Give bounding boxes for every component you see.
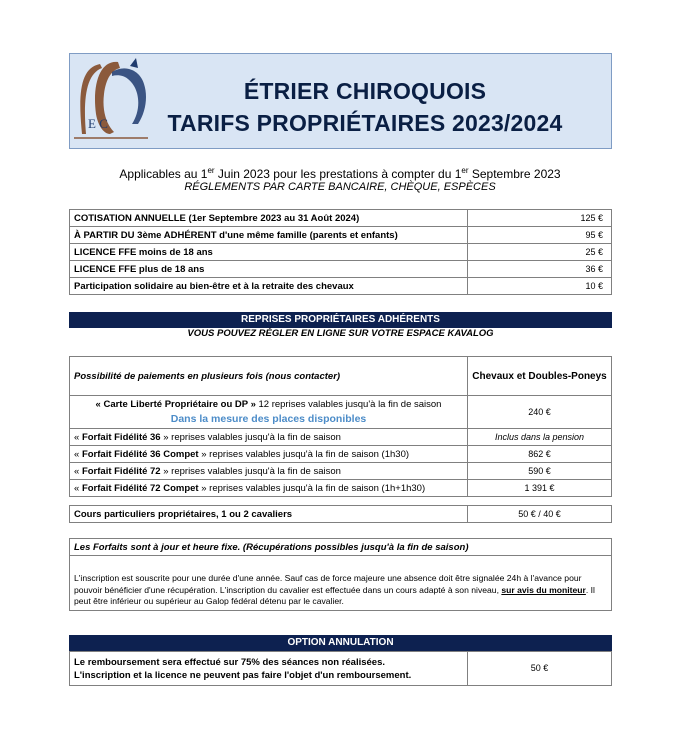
- header-banner: [69, 53, 612, 149]
- fee-price: 10 €: [468, 278, 612, 295]
- fee-price: 36 €: [468, 261, 612, 278]
- forfait-label: « Forfait Fidélité 36 Compet » reprises valables jusqu'à la fin de saison (1h30): [70, 446, 468, 463]
- fee-label: Participation solidaire au bien-être et à la retraite des chevaux: [70, 278, 468, 295]
- table-row: [70, 480, 612, 497]
- validity-note: Applicables au 1er Juin 2023 pour les prestations à compter du 1er Septembre 2023: [119, 166, 561, 181]
- forfait-price: 1 391 €: [468, 480, 612, 497]
- club-logo-horse-icon: [70, 54, 155, 148]
- table-row: [70, 446, 612, 463]
- cancellation-table: [69, 651, 612, 686]
- table-row: [70, 227, 612, 244]
- table-row: [70, 396, 612, 429]
- private-lessons-table: [69, 505, 612, 523]
- availability-note: Dans la mesure des places disponibles: [170, 412, 367, 425]
- fee-price: 25 €: [468, 244, 612, 261]
- table-row: [70, 506, 612, 523]
- table-row: [70, 244, 612, 261]
- table-row: [70, 261, 612, 278]
- forfait-price: Inclus dans la pension: [468, 429, 612, 446]
- private-lessons-label: Cours particuliers propriétaires, 1 ou 2 cavaliers: [70, 506, 468, 523]
- club-name: ÉTRIER CHIROQUOIS: [243, 78, 487, 104]
- forfait-label: « Forfait Fidélité 72 Compet » reprises valables jusqu'à la fin de saison (1h+1h30): [70, 480, 468, 497]
- payment-methods: RÉGLEMENTS PAR CARTE BANCAIRE, CHÈQUE, ESPÈCES: [184, 181, 496, 193]
- fee-label: À PARTIR DU 3ème ADHÉRENT d'une même famille (parents et enfants): [70, 227, 468, 244]
- carte-liberte-price: 240 €: [468, 396, 612, 429]
- table-row: [70, 652, 612, 686]
- table-row: [70, 429, 612, 446]
- forfait-price: 862 €: [468, 446, 612, 463]
- table-header-row: [70, 357, 612, 396]
- rules-box: [69, 538, 612, 611]
- page-title: TARIFS PROPRIÉTAIRES 2023/2024: [167, 110, 563, 136]
- cancellation-section-title: OPTION ANNULATION: [69, 635, 612, 651]
- private-lessons-price: 50 € / 40 €: [468, 506, 612, 523]
- reprises-section-title: REPRISES PROPRIÉTAIRES ADHÉRENTS: [69, 312, 612, 328]
- fee-label: LICENCE FFE moins de 18 ans: [70, 244, 468, 261]
- fee-price: 125 €: [468, 210, 612, 227]
- fee-label: LICENCE FFE plus de 18 ans: [70, 261, 468, 278]
- table-row: [70, 210, 612, 227]
- column-header-left: Possibilité de paiements en plusieurs fois (nous contacter): [70, 357, 468, 396]
- column-header-right: Chevaux et Doubles-Poneys: [468, 357, 612, 396]
- table-row: [70, 278, 612, 295]
- fee-price: 95 €: [468, 227, 612, 244]
- online-payment-note: VOUS POUVEZ RÉGLER EN LIGNE SUR VOTRE ESPACE KAVALOG: [187, 328, 494, 339]
- forfait-label: « Forfait Fidélité 72 » reprises valables jusqu'à la fin de saison: [70, 463, 468, 480]
- table-row: [70, 463, 612, 480]
- reprises-table: [69, 356, 612, 497]
- cancellation-price: 50 €: [468, 652, 612, 686]
- fees-table: [69, 209, 612, 295]
- fee-label: COTISATION ANNUELLE (1er Septembre 2023 au 31 Août 2024): [70, 210, 468, 227]
- forfait-label: « Forfait Fidélité 36 » reprises valables jusqu'à la fin de saison: [70, 429, 468, 446]
- svg-text:E C: E C: [88, 116, 108, 131]
- carte-liberte-cell: « Carte Liberté Propriétaire ou DP » 12 reprises valables jusqu'à la fin de saison Dans la mesure des places disponibles: [70, 396, 468, 429]
- forfait-price: 590 €: [468, 463, 612, 480]
- rules-text: L'inscription est souscrite pour une durée d'une année. Sauf cas de force majeure une absence doit être signalée 24h à l'avance pour pouvoir bénéficier d'une récupération. L'inscription du cavalier est effectuée dans un cours adapté à son niveau, sur avis du moniteur. Il peut être inférieur ou supérieur au Galop fédéral détenu par le cavalier.: [74, 573, 595, 606]
- rules-heading: Les Forfaits sont à jour et heure fixe. (Récupérations possibles jusqu'à la fin de saison): [70, 539, 611, 556]
- cancellation-text: Le remboursement sera effectué sur 75% des séances non réalisées. L'inscription et la licence ne peuvent pas faire l'objet d'un remboursement.: [70, 652, 468, 686]
